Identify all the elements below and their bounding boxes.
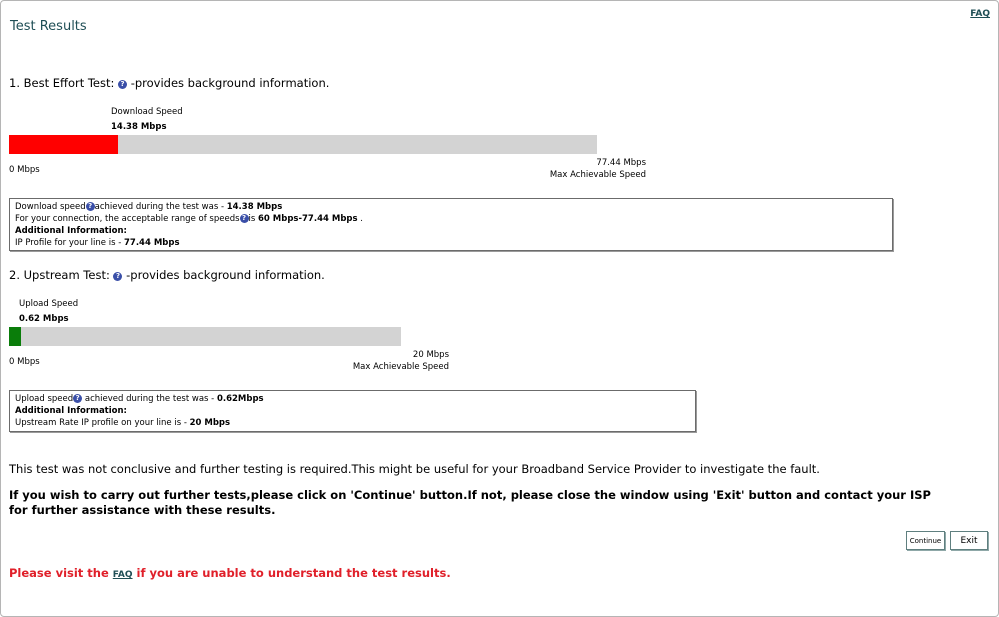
faq-note: Please visit the FAQ if you are unable to understand the test results.	[9, 566, 451, 580]
help-icon[interactable]: ?	[86, 202, 95, 211]
download-speed-bar	[9, 135, 597, 154]
continue-button[interactable]: Continue	[906, 531, 945, 550]
upload-min-label: 0 Mbps	[9, 357, 40, 367]
exit-button[interactable]: Exit	[950, 531, 988, 550]
download-speed-bar-fill	[9, 135, 118, 154]
instructions-message: If you wish to carry out further tests,please click on 'Continue' button.If not, please close the window using 'Exit' button and contact your ISP for further assistance with these results.	[9, 488, 931, 517]
upload-max-value: 20 Mbps	[412, 350, 449, 360]
upload-speed-label: Upload Speed	[19, 299, 79, 309]
upstream-heading: 2. Upstream Test: ? -provides background information.	[9, 268, 325, 282]
faq-link-bottom[interactable]: FAQ	[112, 570, 133, 580]
upload-speed-value: 0.62 Mbps	[19, 314, 69, 324]
faq-link-top[interactable]: FAQ	[970, 9, 990, 19]
upload-speed-bar-fill	[9, 327, 21, 346]
page-title: Test Results	[10, 19, 87, 34]
help-icon[interactable]: ?	[113, 272, 122, 281]
download-achieved-value: 14.38 Mbps	[226, 202, 283, 212]
download-max-value: 77.44 Mbps	[596, 158, 646, 168]
help-icon[interactable]: ?	[73, 394, 82, 403]
upload-speed-bar	[9, 327, 401, 346]
upload-max-label: Max Achievable Speed	[352, 362, 449, 372]
additional-info-heading: Additional Information:	[15, 226, 127, 236]
download-info-box: Download speed ? achieved during the test was - 14.38 Mbps For your connection, the acceptable range of speeds ? is 60 Mbps-77.44 Mbps . Additional Information: IP Profile for your line is - 77.44 Mbps	[9, 198, 893, 251]
download-speed-label: Download Speed	[111, 107, 183, 117]
upstream-profile-value: 20 Mbps	[189, 418, 231, 428]
help-icon[interactable]: ?	[240, 214, 249, 223]
download-speed-value: 14.38 Mbps	[111, 122, 167, 132]
additional-info-heading: Additional Information:	[15, 406, 127, 416]
not-conclusive-message: This test was not conclusive and further testing is required.This might be useful for your Broadband Service Provider to investigate the fault.	[9, 462, 820, 476]
acceptable-range-value: 60 Mbps-77.44 Mbps	[258, 214, 358, 224]
upload-achieved-value: 0.62Mbps	[216, 394, 264, 404]
help-icon[interactable]: ?	[118, 80, 127, 89]
best-effort-heading: 1. Best Effort Test: ? -provides background information.	[9, 76, 330, 90]
download-max-label: Max Achievable Speed	[549, 170, 646, 180]
upload-info-box: Upload speed ? achieved during the test was - 0.62Mbps Additional Information: Upstream Rate IP profile on your line is - 20 Mbps	[9, 390, 696, 432]
ip-profile-value: 77.44 Mbps	[123, 238, 180, 248]
download-min-label: 0 Mbps	[9, 165, 40, 175]
